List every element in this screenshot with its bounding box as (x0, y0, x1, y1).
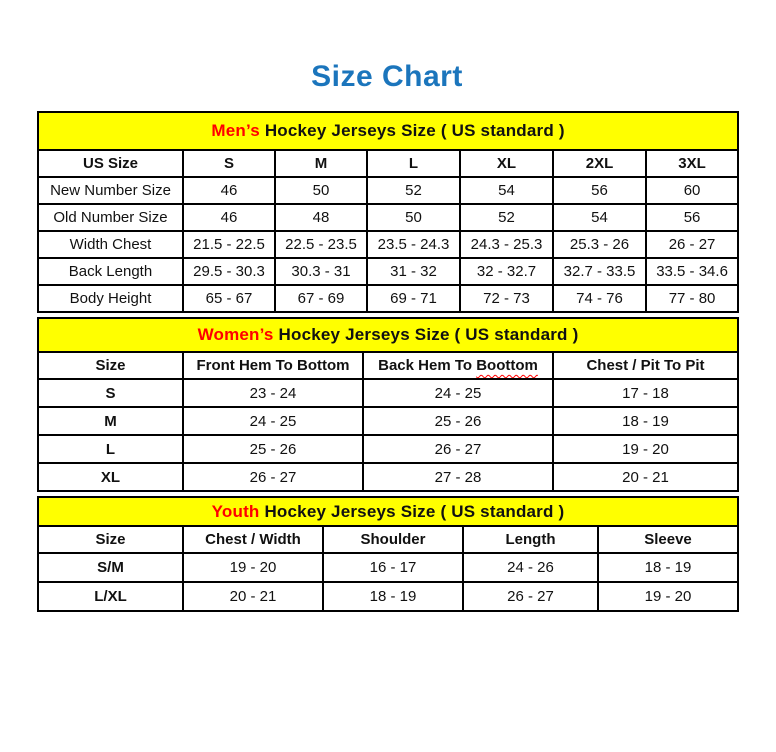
row-label: Old Number Size (38, 204, 183, 231)
size-value-cell: 23.5 - 24.3 (367, 231, 460, 258)
column-header: Length (463, 526, 598, 553)
size-chart-page (37, 60, 737, 612)
womens-table-body (38, 379, 738, 491)
womens-section-title-highlight: Women’s (197, 325, 274, 344)
size-value-cell: 46 (183, 204, 275, 231)
misspelled-word: Boottom (476, 357, 538, 374)
column-header: XL (460, 150, 553, 177)
size-value-cell: 21.5 - 22.5 (183, 231, 275, 258)
womens-section-title (38, 318, 738, 352)
size-value-cell: 56 (646, 204, 738, 231)
size-value-cell: 26 - 27 (183, 463, 363, 491)
size-value-cell: 20 - 21 (183, 582, 323, 611)
size-value-cell: 54 (460, 177, 553, 204)
size-value-cell: 24.3 - 25.3 (460, 231, 553, 258)
size-value-cell: 50 (275, 177, 367, 204)
column-header: M (275, 150, 367, 177)
size-value-cell: 48 (275, 204, 367, 231)
size-value-cell: 25.3 - 26 (553, 231, 646, 258)
table-row (38, 379, 738, 407)
column-header (363, 352, 553, 379)
womens-section-header (38, 318, 738, 352)
table-row (38, 582, 738, 611)
mens-column-header-row (38, 150, 738, 177)
page-title: Size Chart (311, 60, 463, 93)
row-label: S (38, 379, 183, 407)
mens-section-title-highlight: Men’s (211, 121, 260, 140)
youth-size-table (37, 496, 739, 612)
size-value-cell: 26 - 27 (646, 231, 738, 258)
mens-section-title (38, 112, 738, 150)
womens-size-table (37, 317, 739, 492)
size-value-cell: 50 (367, 204, 460, 231)
column-header: L (367, 150, 460, 177)
size-value-cell: 17 - 18 (553, 379, 738, 407)
mens-size-table (37, 111, 739, 313)
table-row (38, 435, 738, 463)
table-row (38, 204, 738, 231)
row-label: Body Height (38, 285, 183, 312)
size-value-cell: 32.7 - 33.5 (553, 258, 646, 285)
mens-table-body (38, 177, 738, 312)
column-header: Size (38, 526, 183, 553)
youth-table-body (38, 553, 738, 611)
table-row (38, 231, 738, 258)
table-row (38, 258, 738, 285)
youth-column-header-row (38, 526, 738, 553)
size-value-cell: 19 - 20 (553, 435, 738, 463)
size-value-cell: 19 - 20 (183, 553, 323, 582)
size-value-cell: 24 - 26 (463, 553, 598, 582)
size-value-cell: 25 - 26 (363, 407, 553, 435)
size-value-cell: 18 - 19 (598, 553, 738, 582)
table-row (38, 463, 738, 491)
youth-section-title-rest: Hockey Jerseys Size ( US standard ) (259, 501, 565, 521)
table-row (38, 285, 738, 312)
column-header-text: Back Hem To (378, 357, 477, 374)
size-value-cell: 29.5 - 30.3 (183, 258, 275, 285)
column-header: Chest / Pit To Pit (553, 352, 738, 379)
size-value-cell: 20 - 21 (553, 463, 738, 491)
size-value-cell: 26 - 27 (363, 435, 553, 463)
column-header: US Size (38, 150, 183, 177)
mens-section-title-rest: Hockey Jerseys Size ( US standard ) (259, 121, 565, 140)
size-value-cell: 54 (553, 204, 646, 231)
size-value-cell: 46 (183, 177, 275, 204)
size-value-cell: 22.5 - 23.5 (275, 231, 367, 258)
size-value-cell: 18 - 19 (323, 582, 463, 611)
table-row (38, 553, 738, 582)
size-value-cell: 24 - 25 (363, 379, 553, 407)
table-row (38, 177, 738, 204)
row-label: L (38, 435, 183, 463)
column-header: S (183, 150, 275, 177)
row-label: L/XL (38, 582, 183, 611)
size-value-cell: 27 - 28 (363, 463, 553, 491)
size-value-cell: 65 - 67 (183, 285, 275, 312)
row-label: Back Length (38, 258, 183, 285)
size-value-cell: 32 - 32.7 (460, 258, 553, 285)
size-value-cell: 30.3 - 31 (275, 258, 367, 285)
table-row (38, 407, 738, 435)
mens-section-header (38, 112, 738, 150)
size-value-cell: 24 - 25 (183, 407, 363, 435)
size-value-cell: 33.5 - 34.6 (646, 258, 738, 285)
youth-section-title-highlight: Youth (211, 501, 260, 521)
youth-section-title (38, 497, 738, 526)
size-value-cell: 26 - 27 (463, 582, 598, 611)
column-header: 3XL (646, 150, 738, 177)
size-value-cell: 23 - 24 (183, 379, 363, 407)
column-header: 2XL (553, 150, 646, 177)
size-value-cell: 72 - 73 (460, 285, 553, 312)
size-value-cell: 18 - 19 (553, 407, 738, 435)
row-label: Width Chest (38, 231, 183, 258)
row-label: New Number Size (38, 177, 183, 204)
size-value-cell: 31 - 32 (367, 258, 460, 285)
size-value-cell: 52 (460, 204, 553, 231)
column-header: Size (38, 352, 183, 379)
size-value-cell: 69 - 71 (367, 285, 460, 312)
size-value-cell: 67 - 69 (275, 285, 367, 312)
column-header: Sleeve (598, 526, 738, 553)
size-value-cell: 19 - 20 (598, 582, 738, 611)
womens-column-header-row (38, 352, 738, 379)
row-label: M (38, 407, 183, 435)
size-value-cell: 25 - 26 (183, 435, 363, 463)
size-value-cell: 77 - 80 (646, 285, 738, 312)
column-header: Shoulder (323, 526, 463, 553)
column-header: Chest / Width (183, 526, 323, 553)
row-label: S/M (38, 553, 183, 582)
youth-section-header (38, 497, 738, 526)
size-value-cell: 16 - 17 (323, 553, 463, 582)
column-header: Front Hem To Bottom (183, 352, 363, 379)
size-value-cell: 52 (367, 177, 460, 204)
size-value-cell: 60 (646, 177, 738, 204)
size-value-cell: 56 (553, 177, 646, 204)
womens-section-title-rest: Hockey Jerseys Size ( US standard ) (273, 325, 579, 344)
row-label: XL (38, 463, 183, 491)
size-value-cell: 74 - 76 (553, 285, 646, 312)
